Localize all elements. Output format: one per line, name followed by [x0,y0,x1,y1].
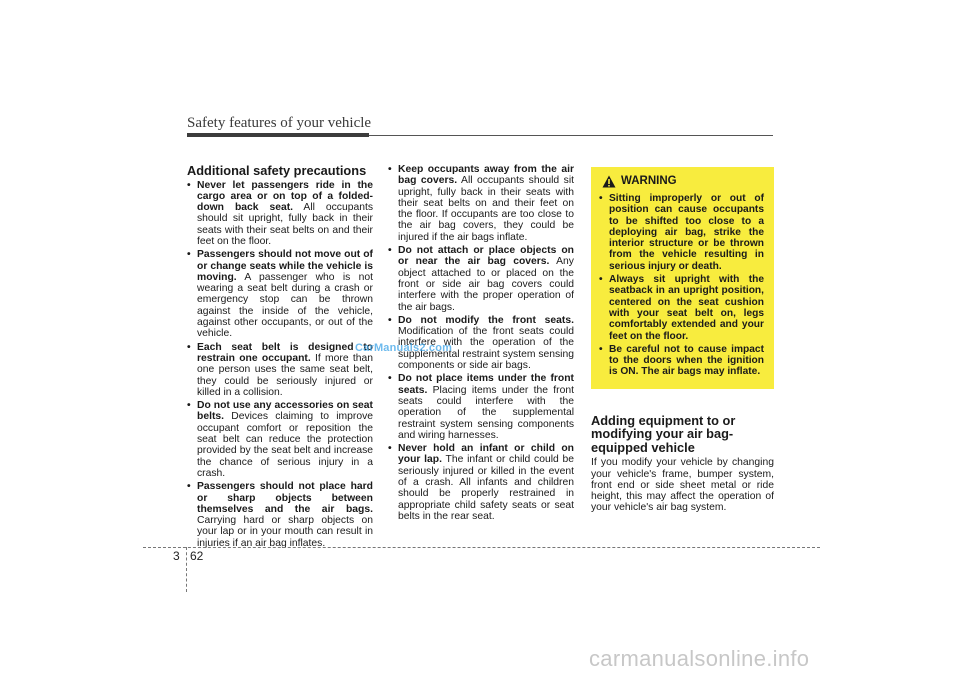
precautions-list [187,180,373,550]
item-bold-text: Keep occupants away from the air bag covers. [398,164,574,187]
item-text: Carrying hard or sharp objects on your lap or in your mouth can result in injuries if an air bag inflates. [197,515,373,549]
footer-divider [143,547,820,548]
warning-box [591,167,774,389]
list-item [388,443,574,522]
warning-item: • Always sit upright with the seatback in an upright position, centered on the seat cushion with your seat belt on, legs comfortably extended and your feet on the floor. [599,274,764,342]
item-bold-text: Each seat belt is designed to restrain one occupant. [197,341,373,364]
item-bold-text: Passengers should not move out of or change seats while the vehicle is moving. [197,249,373,283]
list-item [187,400,373,479]
item-bold-text: Never let passengers ride in the cargo area or on top of a folded-down back seat. [197,179,373,214]
section-body: If you modify your vehicle by changing your vehicle's frame, bumper system, front end or side sheet metal or ride height, this may affect the operation of your vehicle's air bag system. [591,457,774,514]
footer-vertical-divider [186,547,187,592]
column-left [187,164,373,551]
section-heading-additional-safety: Additional safety precautions [187,163,367,178]
column-right [591,167,774,514]
list-item [187,481,373,549]
item-bold-text: Passengers should not place hard or sharp objects between themselves and the air bags. [197,481,373,515]
list-item [388,245,574,313]
warning-title: WARNING [621,174,677,187]
warning-heading [602,175,764,188]
watermark-site: carmanualsonline.info [589,646,810,671]
list-item [187,180,373,248]
warning-list [599,193,764,378]
list-item [388,164,574,243]
item-text: Modification of the front seats could interfere with the operation of the supplemental restraint system sensing components or side air bags. [398,326,574,372]
item-bold-text: Do not attach or place objects on or near the air bag covers. [398,245,574,268]
page-header-title: Safety features of your vehicle [187,115,372,131]
item-text: All occupants should sit upright, fully back in their seats with their seat belts on and their feet on the floor. [197,202,374,247]
item-text: The infant or child could be seriously injured or killed in the event of a crash. All infants and children should be properly restrained in appropriate child safety seats or seat belts in the rear seat. [398,454,574,522]
item-text: Placing items under the front seats could interfere with the operation of the supplemental restraint system sensing components and wiring harnesses. [398,384,574,441]
list-item [388,373,574,441]
section-heading-adding-equipment: Adding equipment to or modifying your air bag-equipped vehicle [591,412,736,455]
item-text: If more than one person uses the same seat belt, they could be seriously injured or killed in a collision. [197,352,373,398]
warning-item: • Sitting improperly or out of position can cause occupants to be shifted too close to a deploying air bag, strike the interior structure or be thrown from the vehicle resulting in serious injury or death. [599,193,764,272]
header-rule-dark [187,133,369,137]
item-text: Devices claiming to improve occupant comfort or reposition the seat belt can reduce the protection provided by the seat belt and increase the chance of serious injury in a crash. [197,411,373,479]
chapter-number: 3 [173,549,180,563]
item-text: A passenger who is not wearing a seat belt during a crash or emergency stop can be thrown against the inside of the vehicle, against other occupants, or out of the vehicle. [197,271,373,340]
item-bold-text: Do not modify the front seats. [398,314,574,326]
header-rule [369,135,773,137]
item-bold-text: Do not use any accessories on seat belts. [197,400,373,423]
item-bold-text: Do not place items under the front seats. [398,373,574,396]
warning-triangle-icon [602,175,616,188]
list-item [187,342,373,398]
list-item [187,249,373,339]
page-number: 62 [190,549,204,563]
warning-item: • Be careful not to cause impact to the doors when the ignition is ON. The air bags may inflate. [599,344,764,378]
item-text: All occupants should sit upright, fully back in their seats with their seat belts on and their feet on the floor. If occupants are too close to the air bag covers, they could be injured if the air bags inflate. [398,175,574,243]
item-bold-text: Never hold an infant or child on your lap. [398,443,574,466]
item-text: Any object attached to or placed on the front or side air bag covers could interfere with the proper operation of the air bags. [398,256,574,313]
watermark-carmanuals: CarManuals2.com [355,342,453,354]
